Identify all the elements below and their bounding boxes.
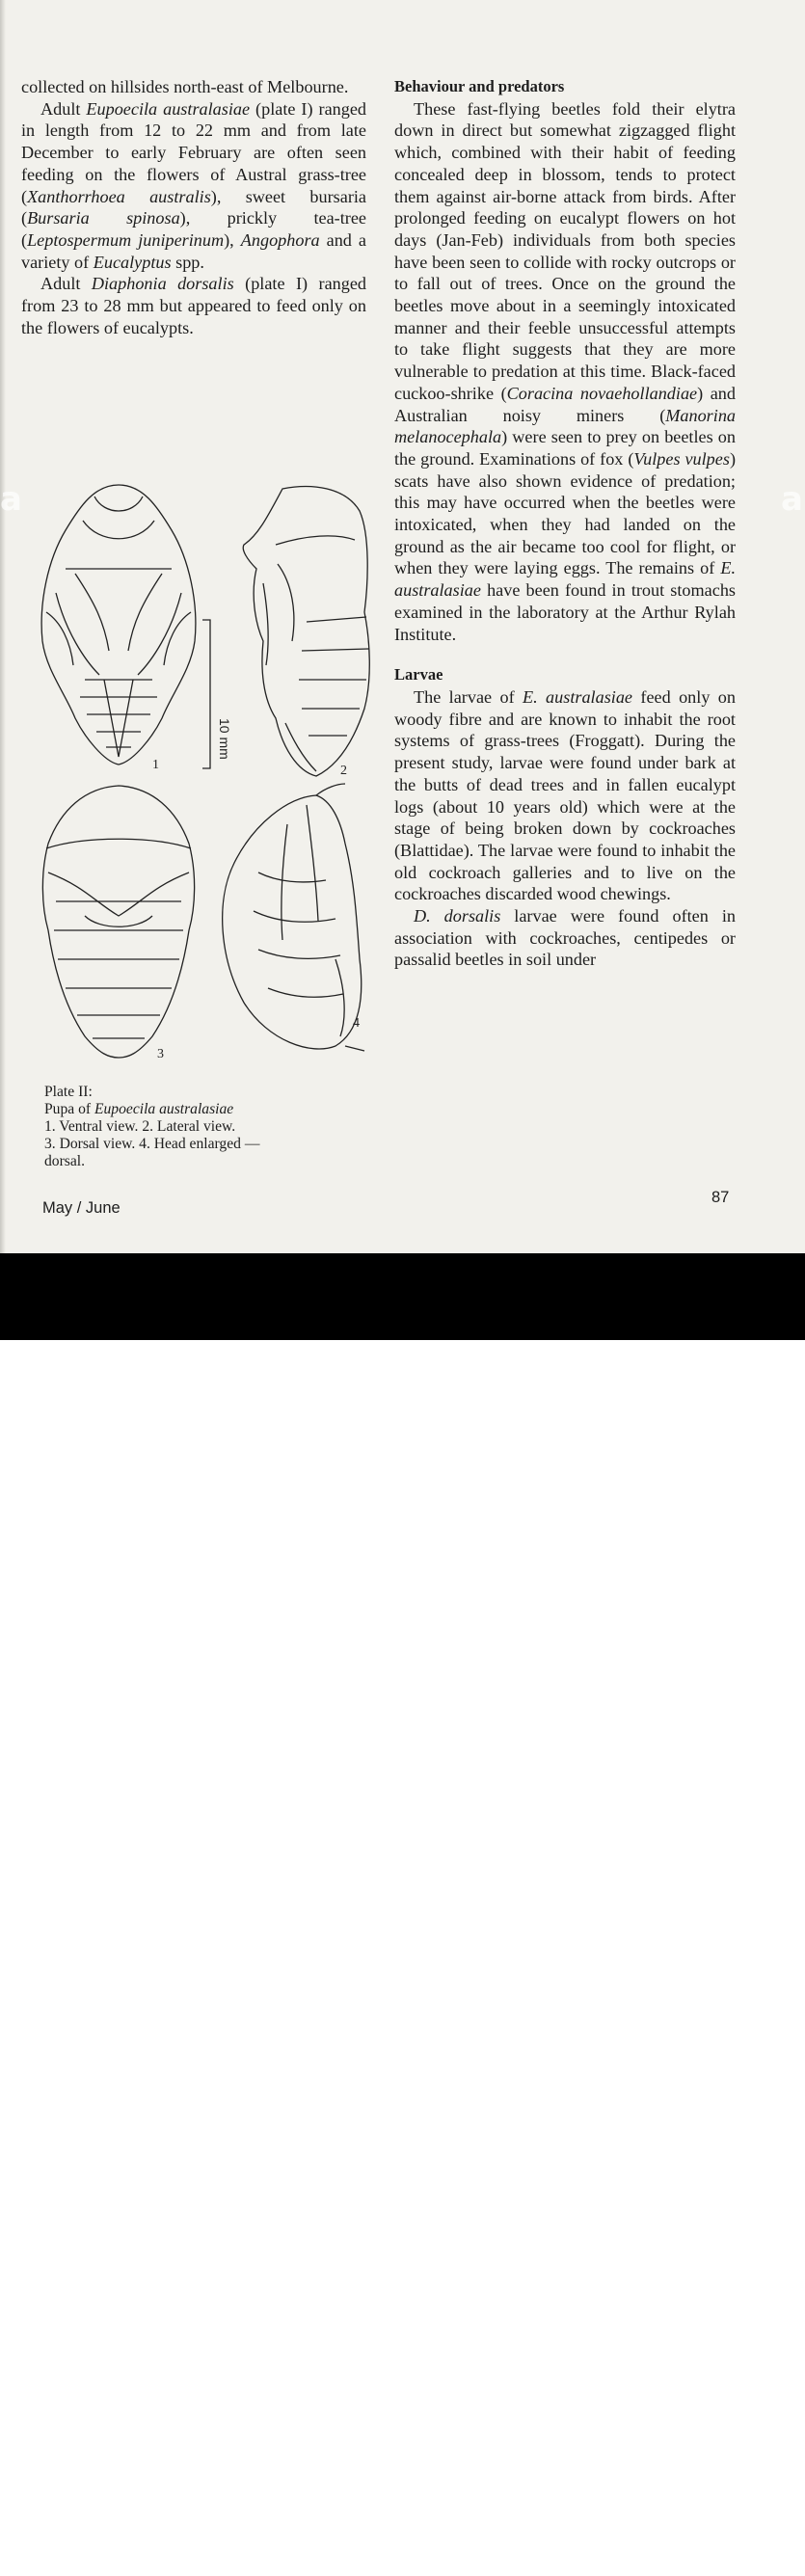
caption-title: Plate II: <box>44 1084 93 1100</box>
figure-label-2: 2 <box>340 764 347 778</box>
page-number: 87 <box>711 1189 730 1206</box>
pupa-ventral-view <box>41 485 196 765</box>
scale-label: 10 mm <box>217 718 232 760</box>
image-id: H2DFJ7 <box>730 2524 784 2540</box>
caption-line: 1. Ventral view. 2. Lateral view. <box>44 1118 236 1135</box>
pupa-dorsal-view <box>42 786 194 1058</box>
paragraph: D. dorsalis larvae were found often in association with cockroaches, centipedes or passalid beetles in soil under <box>394 906 736 970</box>
paragraph: These fast-flying beetles fold their elytra down in direct but somewhat zigzagged flight which, combined with their habit of feeding concealed deep in blossom, tends to protect them against air-borne attack from birds. After prolonged feeding on eucalypt flowers on hot days (Jan-Feb) individuals from both species have been seen to collide with rocky outcrops or to fall out of trees. Once on the ground the beetles move about in a seemingly intoxicated manner and their feeble unsuccessful attempts to take flight suggests that they are more vulnerable to predation at this time. Black-faced cuckoo-shrike (Coracina novaehollandiae) and Australian noisy miners (Manorina melanocephala) were seen to prey on beetles on the ground. Examinations of fox (Vulpes vulpes) scats have also shown evidence of predation; this may have occurred when the beetles were intoxicated, when they had landed on the ground as the air became too cool for flight, or when they were laying eggs. The remains of E. australasiae have been found in trout stomachs examined in the laboratory at the Arthur Rylah Institute. <box>394 98 736 644</box>
page-gutter-shadow <box>0 0 6 1253</box>
figure-label-3: 3 <box>157 1047 164 1061</box>
pupa-lateral-view <box>243 487 369 776</box>
watermark-glyph: a <box>0 480 22 519</box>
caption-line: 3. Dorsal view. 4. Head enlarged — <box>44 1136 260 1152</box>
paragraph: Adult Diaphonia dorsalis (plate I) ranged from 23 to 28 mm but appeared to feed only on the flowers of eucalypts. <box>21 274 366 337</box>
caption-subtitle: Pupa of Eupoecila australasiae <box>44 1101 234 1117</box>
right-text-column <box>394 76 736 971</box>
pupa-illustration <box>27 477 374 1065</box>
figure-caption <box>44 1084 362 1170</box>
issue-footer: May / June <box>42 1199 121 1217</box>
section-heading-larvae: Larvae <box>394 665 443 684</box>
section-heading-behaviour: Behaviour and predators <box>394 77 565 95</box>
scale-bar <box>202 620 210 768</box>
paragraph: Adult Eupoecila australasiae (plate I) ranged in length from 12 to 22 mm and from late December to early February are often seen feeding on the flowers of Austral grass-tree (Xanthorrhoea australis), sweet bursaria (Bursaria spinosa), prickly tea-tree (Leptospermum juniperinum), Angophora and a variety of Eucalyptus spp. <box>21 98 366 272</box>
journal-page <box>0 0 805 1253</box>
stock-url: www.alamy.com <box>680 2553 784 2569</box>
stock-banner <box>0 1253 805 2569</box>
stock-reference <box>681 2518 784 2576</box>
figure-label-1: 1 <box>152 758 159 772</box>
left-text-column <box>21 76 366 338</box>
alamy-logo: alamy <box>46 2519 166 2562</box>
paragraph: The larvae of E. australasiae feed only on woody fibre and are known to inhabit the root systems of grass-trees (Froggatt). During the present study, larvae were found under bark at the butts of dead trees and in fallen eucalypt logs (about 10 years old) which were at the stage of being broken down by cockroaches (Blattidae). The larvae were found to inhabit the old cockroach galleries and to live on the cockroaches discarded wood chewings. <box>394 686 736 904</box>
paragraph: collected on hillsides north-east of Melbourne. <box>21 77 349 96</box>
figure-label-4: 4 <box>353 1016 360 1031</box>
watermark-glyph: a <box>781 480 803 519</box>
pupa-head-enlarged <box>223 784 364 1051</box>
caption-line: dorsal. <box>44 1153 86 1169</box>
